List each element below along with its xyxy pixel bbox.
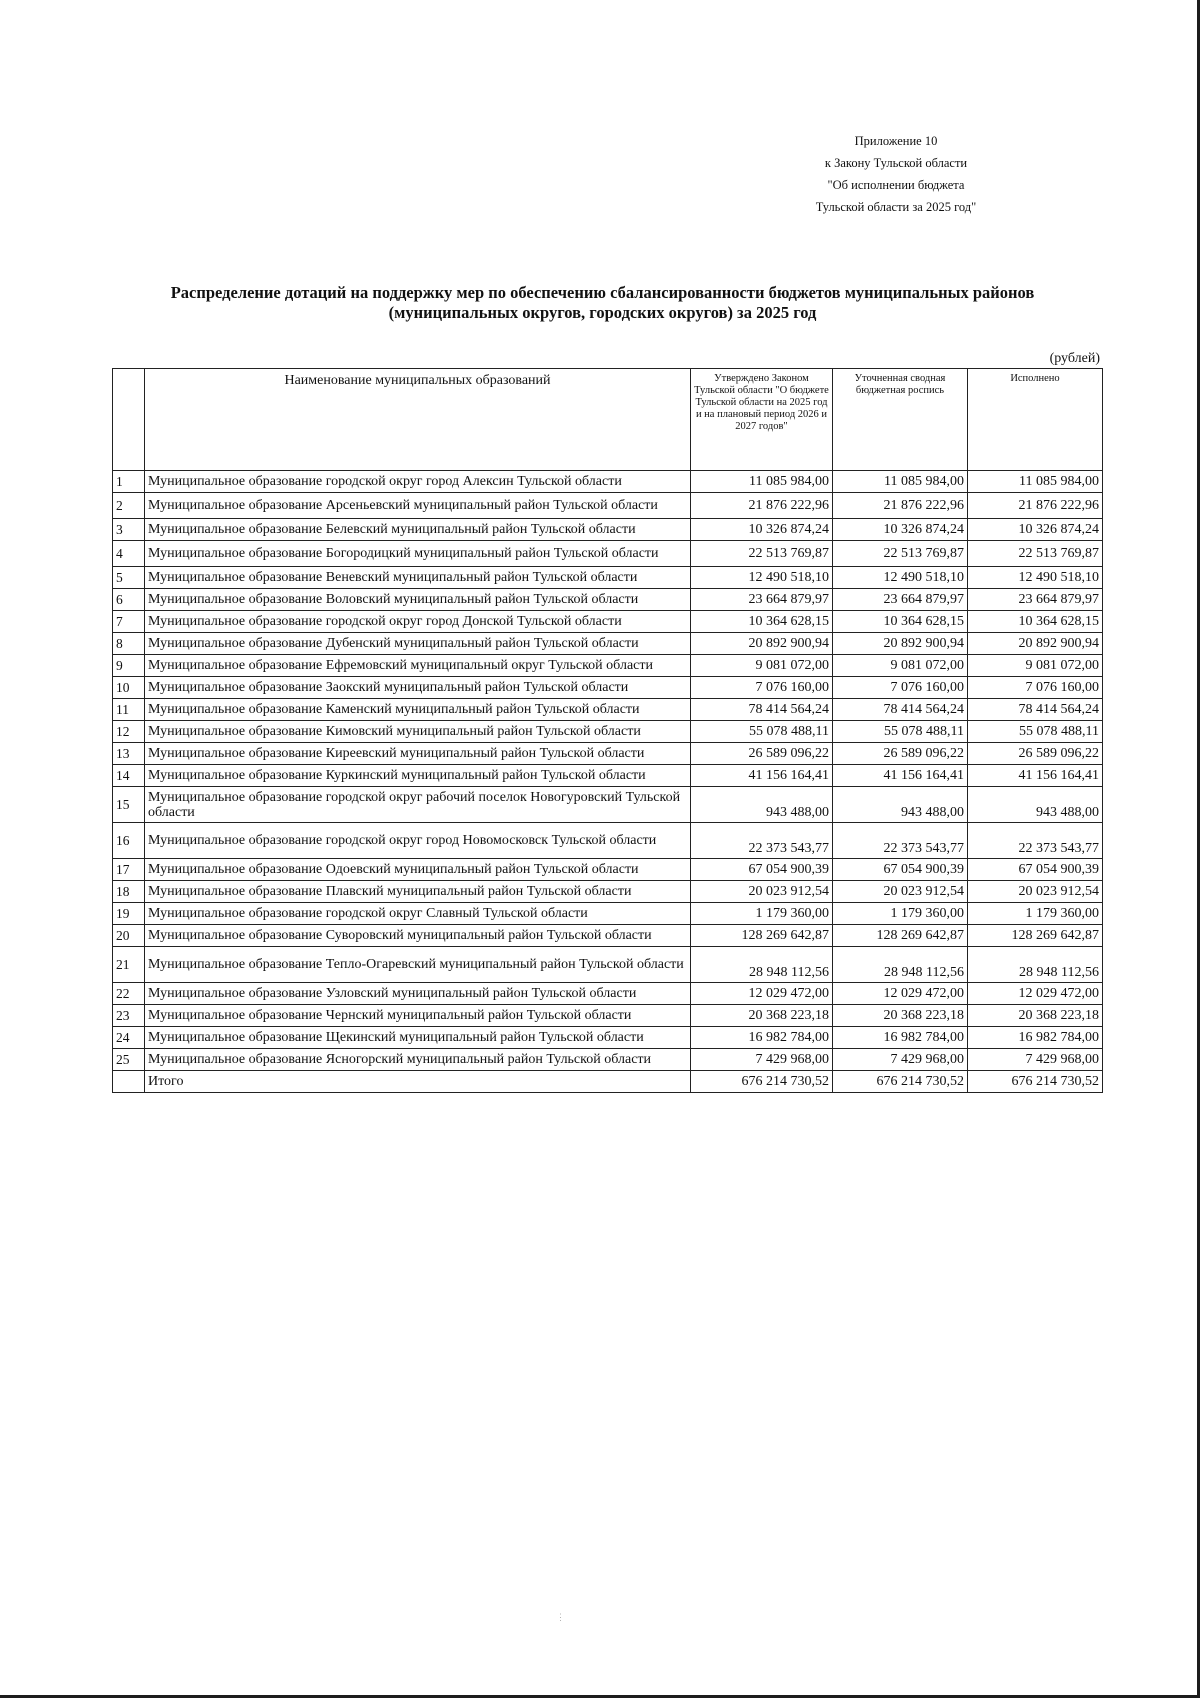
table-row <box>113 633 1103 655</box>
row-number: 18 <box>113 881 145 903</box>
row-revised: 943 488,00 <box>833 787 968 823</box>
row-number: 4 <box>113 541 145 567</box>
row-executed: 10 326 874,24 <box>968 519 1103 541</box>
appendix-line: Приложение 10 <box>854 134 938 148</box>
row-revised: 23 664 879,97 <box>833 589 968 611</box>
row-approved: 9 081 072,00 <box>691 655 833 677</box>
row-executed: 10 364 628,15 <box>968 611 1103 633</box>
row-revised: 11 085 984,00 <box>833 471 968 493</box>
appendix-line: к Закону Тульской области <box>824 156 968 170</box>
table-row <box>113 1005 1103 1027</box>
table-row <box>113 567 1103 589</box>
table-row <box>113 859 1103 881</box>
table-row <box>113 823 1103 859</box>
row-number: 9 <box>113 655 145 677</box>
row-name: Муниципальное образование городской округ Славный Тульской области <box>145 903 691 925</box>
table-row <box>113 1027 1103 1049</box>
row-approved: 7 429 968,00 <box>691 1049 833 1071</box>
document-title <box>110 283 1095 323</box>
row-name: Муниципальное образование Воловский муниципальный район Тульской области <box>145 589 691 611</box>
row-revised: 22 513 769,87 <box>833 541 968 567</box>
row-executed: 41 156 164,41 <box>968 765 1103 787</box>
row-executed: 26 589 096,22 <box>968 743 1103 765</box>
row-number: 17 <box>113 859 145 881</box>
title-line: Распределение дотаций на поддержку мер по обеспечению сбалансированности бюджетов муниципальных районов <box>170 283 1035 302</box>
row-name: Муниципальное образование Чернский муниципальный район Тульской области <box>145 1005 691 1027</box>
row-executed: 78 414 564,24 <box>968 699 1103 721</box>
row-approved: 20 892 900,94 <box>691 633 833 655</box>
row-approved: 28 948 112,56 <box>691 947 833 983</box>
row-name: Муниципальное образование Тепло-Огаревский муниципальный район Тульской области <box>145 947 691 983</box>
row-name: Муниципальное образование Одоевский муниципальный район Тульской области <box>145 859 691 881</box>
table-row <box>113 611 1103 633</box>
row-name: Муниципальное образование городской округ город Новомосковск Тульской области <box>145 823 691 859</box>
row-name: Муниципальное образование Веневский муниципальный район Тульской области <box>145 567 691 589</box>
row-approved: 16 982 784,00 <box>691 1027 833 1049</box>
title-line: (муниципальных округов, городских округов) за 2025 год <box>388 303 817 322</box>
row-name: Муниципальное образование Плавский муниципальный район Тульской области <box>145 881 691 903</box>
row-executed: 55 078 488,11 <box>968 721 1103 743</box>
row-approved: 7 076 160,00 <box>691 677 833 699</box>
row-name: Муниципальное образование Узловский муниципальный район Тульской области <box>145 983 691 1005</box>
row-approved: 20 023 912,54 <box>691 881 833 903</box>
row-name: Муниципальное образование городской округ рабочий поселок Новогуровский Тульской области <box>145 787 691 823</box>
unit-label: (рублей) <box>1049 351 1100 366</box>
row-number: 10 <box>113 677 145 699</box>
table-row <box>113 983 1103 1005</box>
row-number: 16 <box>113 823 145 859</box>
row-number: 23 <box>113 1005 145 1027</box>
row-number: 24 <box>113 1027 145 1049</box>
row-number: 2 <box>113 493 145 519</box>
row-number: 6 <box>113 589 145 611</box>
table-row <box>113 925 1103 947</box>
row-number: 8 <box>113 633 145 655</box>
table-row <box>113 787 1103 823</box>
row-name: Муниципальное образование Белевский муниципальный район Тульской области <box>145 519 691 541</box>
row-name: Муниципальное образование городской округ город Алексин Тульской области <box>145 471 691 493</box>
total-number <box>113 1071 145 1093</box>
row-executed: 11 085 984,00 <box>968 471 1103 493</box>
row-revised: 1 179 360,00 <box>833 903 968 925</box>
row-name: Муниципальное образование Дубенский муниципальный район Тульской области <box>145 633 691 655</box>
row-approved: 11 085 984,00 <box>691 471 833 493</box>
total-executed: 676 214 730,52 <box>968 1071 1103 1093</box>
row-executed: 67 054 900,39 <box>968 859 1103 881</box>
row-revised: 7 429 968,00 <box>833 1049 968 1071</box>
row-name: Муниципальное образование Ефремовский муниципальный округ Тульской области <box>145 655 691 677</box>
row-executed: 128 269 642,87 <box>968 925 1103 947</box>
row-approved: 55 078 488,11 <box>691 721 833 743</box>
row-approved: 20 368 223,18 <box>691 1005 833 1027</box>
row-approved: 10 364 628,15 <box>691 611 833 633</box>
row-approved: 23 664 879,97 <box>691 589 833 611</box>
table-row <box>113 699 1103 721</box>
row-name: Муниципальное образование Каменский муниципальный район Тульской области <box>145 699 691 721</box>
row-name: Муниципальное образование Заокский муниципальный район Тульской области <box>145 677 691 699</box>
row-revised: 20 892 900,94 <box>833 633 968 655</box>
row-revised: 9 081 072,00 <box>833 655 968 677</box>
row-executed: 12 490 518,10 <box>968 567 1103 589</box>
row-revised: 20 368 223,18 <box>833 1005 968 1027</box>
table-row <box>113 655 1103 677</box>
row-revised: 12 029 472,00 <box>833 983 968 1005</box>
row-name: Муниципальное образование Арсеньевский муниципальный район Тульской области <box>145 493 691 519</box>
row-number: 14 <box>113 765 145 787</box>
row-revised: 10 326 874,24 <box>833 519 968 541</box>
total-row <box>113 1071 1103 1093</box>
row-revised: 26 589 096,22 <box>833 743 968 765</box>
row-revised: 10 364 628,15 <box>833 611 968 633</box>
row-revised: 16 982 784,00 <box>833 1027 968 1049</box>
row-revised: 21 876 222,96 <box>833 493 968 519</box>
appendix-header <box>780 130 1012 218</box>
table-row <box>113 881 1103 903</box>
row-approved: 128 269 642,87 <box>691 925 833 947</box>
row-number: 20 <box>113 925 145 947</box>
table-row <box>113 903 1103 925</box>
row-revised: 12 490 518,10 <box>833 567 968 589</box>
row-approved: 26 589 096,22 <box>691 743 833 765</box>
total-label: Итого <box>145 1071 691 1093</box>
table-row <box>113 721 1103 743</box>
subsidy-table <box>112 368 1103 1093</box>
row-name: Муниципальное образование Кимовский муниципальный район Тульской области <box>145 721 691 743</box>
appendix-line: Тульской области за 2025 год" <box>815 200 977 214</box>
table-row <box>113 589 1103 611</box>
row-number: 11 <box>113 699 145 721</box>
row-name: Муниципальное образование Щекинский муниципальный район Тульской области <box>145 1027 691 1049</box>
table-row <box>113 519 1103 541</box>
row-executed: 943 488,00 <box>968 787 1103 823</box>
table-row <box>113 493 1103 519</box>
table-row <box>113 677 1103 699</box>
row-name: Муниципальное образование Богородицкий муниципальный район Тульской области <box>145 541 691 567</box>
table-row <box>113 765 1103 787</box>
row-executed: 9 081 072,00 <box>968 655 1103 677</box>
row-approved: 1 179 360,00 <box>691 903 833 925</box>
row-number: 25 <box>113 1049 145 1071</box>
table-row <box>113 947 1103 983</box>
row-revised: 7 076 160,00 <box>833 677 968 699</box>
row-number: 5 <box>113 567 145 589</box>
total-approved: 676 214 730,52 <box>691 1071 833 1093</box>
row-executed: 23 664 879,97 <box>968 589 1103 611</box>
table-header-row <box>113 369 1103 471</box>
row-executed: 20 023 912,54 <box>968 881 1103 903</box>
table-row <box>113 1049 1103 1071</box>
row-revised: 22 373 543,77 <box>833 823 968 859</box>
row-approved: 12 490 518,10 <box>691 567 833 589</box>
row-name: Муниципальное образование городской округ город Донской Тульской области <box>145 611 691 633</box>
row-name: Муниципальное образование Киреевский муниципальный район Тульской области <box>145 743 691 765</box>
row-revised: 28 948 112,56 <box>833 947 968 983</box>
row-number: 15 <box>113 787 145 823</box>
row-revised: 78 414 564,24 <box>833 699 968 721</box>
header-approved: Утверждено Законом Тульской области "О бюджете Тульской области на 2025 год и на плановый период 2026 и 2027 годов" <box>691 369 833 471</box>
row-executed: 7 076 160,00 <box>968 677 1103 699</box>
row-number: 22 <box>113 983 145 1005</box>
row-approved: 41 156 164,41 <box>691 765 833 787</box>
row-revised: 128 269 642,87 <box>833 925 968 947</box>
row-number: 7 <box>113 611 145 633</box>
row-approved: 943 488,00 <box>691 787 833 823</box>
row-number: 1 <box>113 471 145 493</box>
scan-mark: ⋮ <box>556 1612 565 1622</box>
header-number <box>113 369 145 471</box>
row-approved: 67 054 900,39 <box>691 859 833 881</box>
row-number: 19 <box>113 903 145 925</box>
row-revised: 41 156 164,41 <box>833 765 968 787</box>
table-row <box>113 471 1103 493</box>
row-executed: 16 982 784,00 <box>968 1027 1103 1049</box>
row-executed: 20 892 900,94 <box>968 633 1103 655</box>
row-executed: 1 179 360,00 <box>968 903 1103 925</box>
row-name: Муниципальное образование Куркинский муниципальный район Тульской области <box>145 765 691 787</box>
row-approved: 21 876 222,96 <box>691 493 833 519</box>
row-number: 13 <box>113 743 145 765</box>
row-number: 12 <box>113 721 145 743</box>
row-name: Муниципальное образование Суворовский муниципальный район Тульской области <box>145 925 691 947</box>
appendix-line: "Об исполнении бюджета <box>827 178 965 192</box>
row-name: Муниципальное образование Ясногорский муниципальный район Тульской области <box>145 1049 691 1071</box>
row-approved: 10 326 874,24 <box>691 519 833 541</box>
row-executed: 28 948 112,56 <box>968 947 1103 983</box>
row-executed: 21 876 222,96 <box>968 493 1103 519</box>
header-revised: Уточненная сводная бюджетная роспись <box>833 369 968 471</box>
header-executed: Исполнено <box>968 369 1103 471</box>
table-row <box>113 743 1103 765</box>
row-executed: 22 513 769,87 <box>968 541 1103 567</box>
row-number: 3 <box>113 519 145 541</box>
row-revised: 20 023 912,54 <box>833 881 968 903</box>
row-approved: 22 373 543,77 <box>691 823 833 859</box>
row-approved: 22 513 769,87 <box>691 541 833 567</box>
row-executed: 12 029 472,00 <box>968 983 1103 1005</box>
row-approved: 12 029 472,00 <box>691 983 833 1005</box>
table-row <box>113 541 1103 567</box>
row-approved: 78 414 564,24 <box>691 699 833 721</box>
row-revised: 55 078 488,11 <box>833 721 968 743</box>
total-revised: 676 214 730,52 <box>833 1071 968 1093</box>
row-executed: 7 429 968,00 <box>968 1049 1103 1071</box>
row-executed: 22 373 543,77 <box>968 823 1103 859</box>
row-revised: 67 054 900,39 <box>833 859 968 881</box>
header-name: Наименование муниципальных образований <box>145 369 691 471</box>
row-number: 21 <box>113 947 145 983</box>
row-executed: 20 368 223,18 <box>968 1005 1103 1027</box>
